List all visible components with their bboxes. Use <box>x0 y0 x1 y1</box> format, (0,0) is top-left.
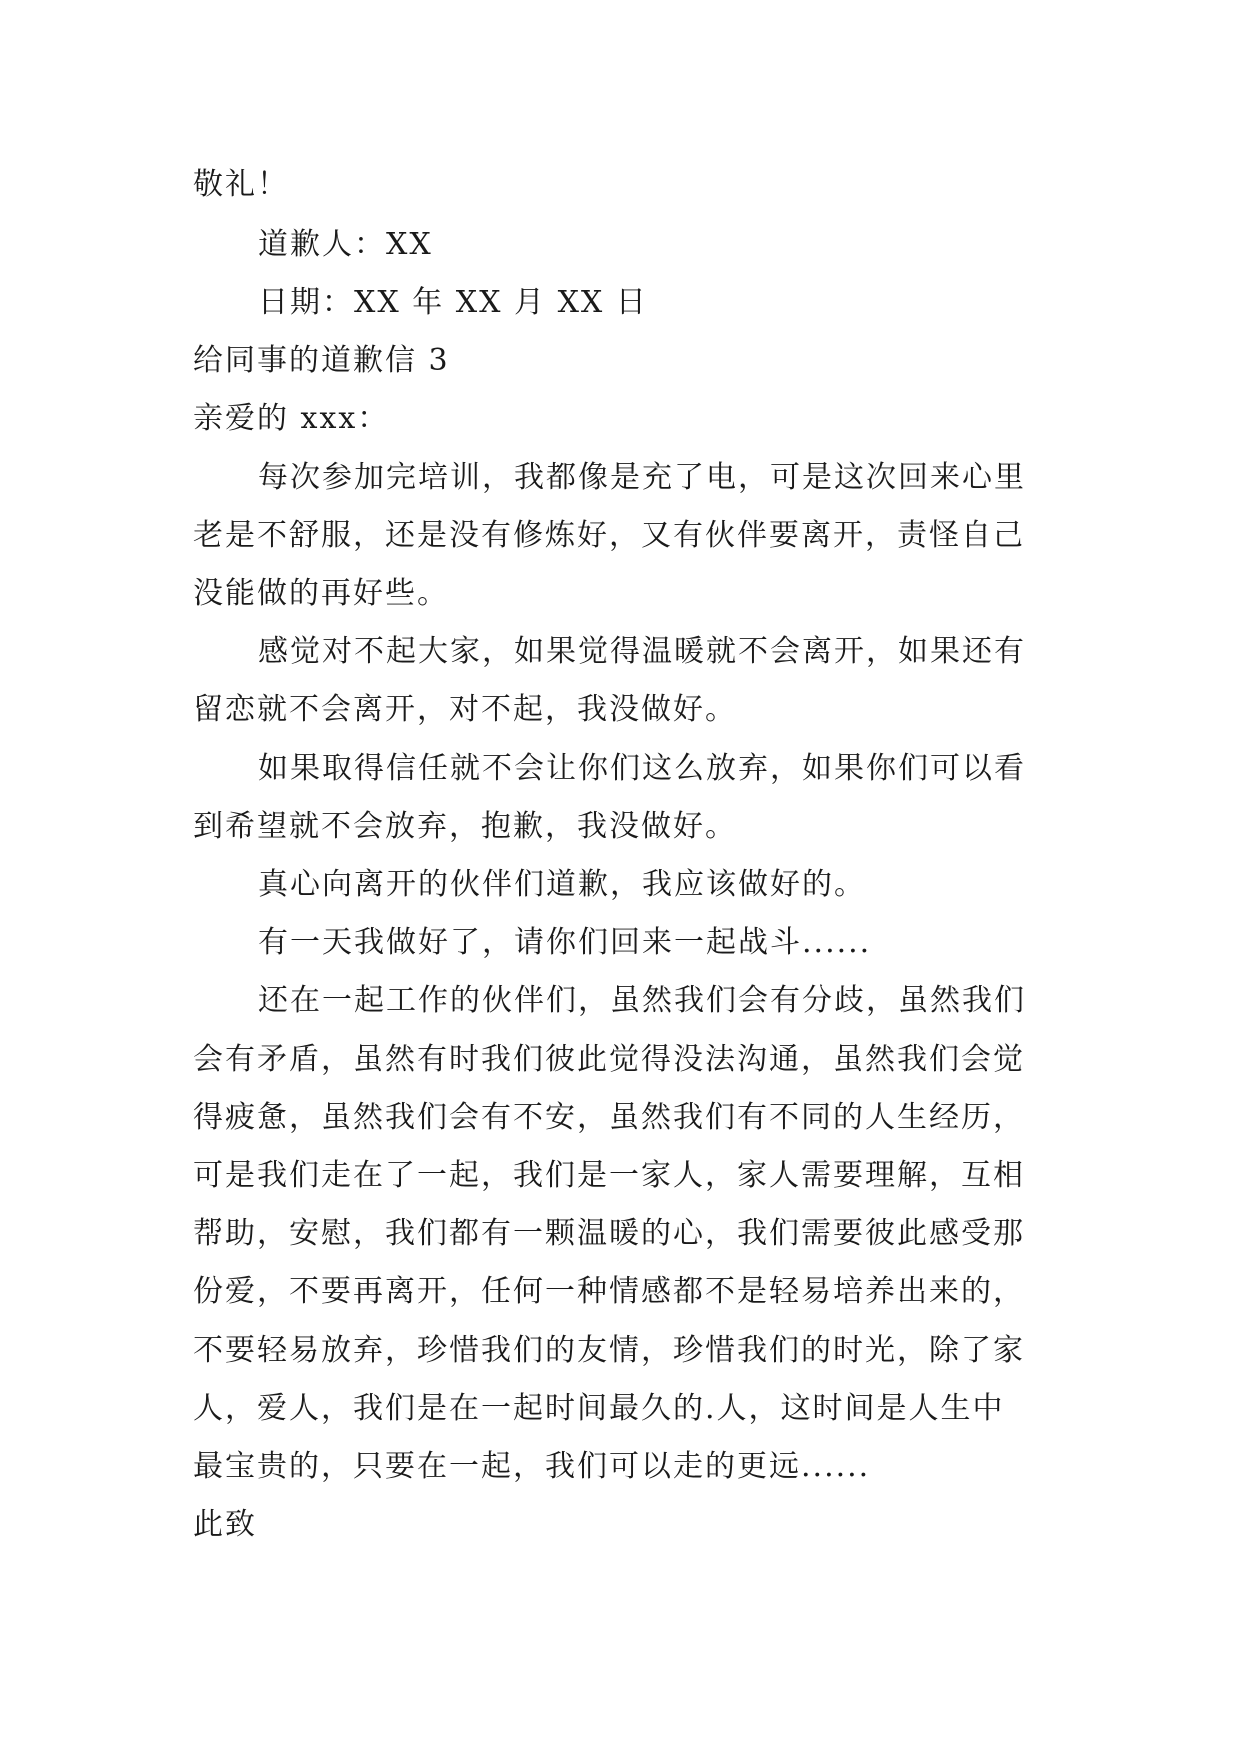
paragraph-3-line-2: 到希望就不会放弃，抱歉，我没做好。 <box>193 809 737 844</box>
paragraph-1-line-3: 没能做的再好些。 <box>193 576 449 611</box>
closing-salutation: 敬礼！ <box>193 167 289 202</box>
signature-apologizer: 道歉人：XX <box>258 227 433 262</box>
paragraph-6-line-4: 可是我们走在了一起，我们是一家人，家人需要理解，互相 <box>193 1158 1025 1193</box>
paragraph-6-line-8: 人，爱人，我们是在一起时间最久的.人，这时间是人生中 <box>193 1391 1005 1426</box>
paragraph-3-line-1: 如果取得信任就不会让你们这么放弃，如果你们可以看 <box>258 751 1026 786</box>
letter-title: 给同事的道歉信 3 <box>193 343 450 378</box>
closing-phrase: 此致 <box>193 1507 257 1542</box>
paragraph-4-line-1: 真心向离开的伙伴们道歉，我应该做好的。 <box>258 867 866 902</box>
paragraph-6-line-5: 帮助，安慰，我们都有一颗温暖的心，我们需要彼此感受那 <box>193 1216 1025 1251</box>
paragraph-6-line-3: 得疲惫，虽然我们会有不安，虽然我们有不同的人生经历， <box>193 1100 1025 1135</box>
paragraph-6-line-7: 不要轻易放弃，珍惜我们的友情，珍惜我们的时光，除了家 <box>193 1333 1025 1368</box>
paragraph-1-line-2: 老是不舒服，还是没有修炼好，又有伙伴要离开，责怪自己 <box>193 518 1025 553</box>
paragraph-6-line-6: 份爱，不要再离开，任何一种情感都不是轻易培养出来的， <box>193 1274 1025 1309</box>
paragraph-1-line-1: 每次参加完培训，我都像是充了电，可是这次回来心里 <box>258 460 1026 495</box>
paragraph-2-line-1: 感觉对不起大家，如果觉得温暖就不会离开，如果还有 <box>258 634 1026 669</box>
paragraph-6-line-1: 还在一起工作的伙伴们，虽然我们会有分歧，虽然我们 <box>258 983 1026 1018</box>
paragraph-2-line-2: 留恋就不会离开，对不起，我没做好。 <box>193 692 737 727</box>
paragraph-6-line-2: 会有矛盾，虽然有时我们彼此觉得没法沟通，虽然我们会觉 <box>193 1042 1025 1077</box>
signature-date: 日期：XX 年 XX 月 XX 日 <box>258 285 648 320</box>
letter-greeting: 亲爱的 xxx： <box>193 401 390 436</box>
paragraph-5-line-1: 有一天我做好了，请你们回来一起战斗...... <box>258 925 872 960</box>
paragraph-6-line-9: 最宝贵的，只要在一起，我们可以走的更远...... <box>193 1449 871 1484</box>
